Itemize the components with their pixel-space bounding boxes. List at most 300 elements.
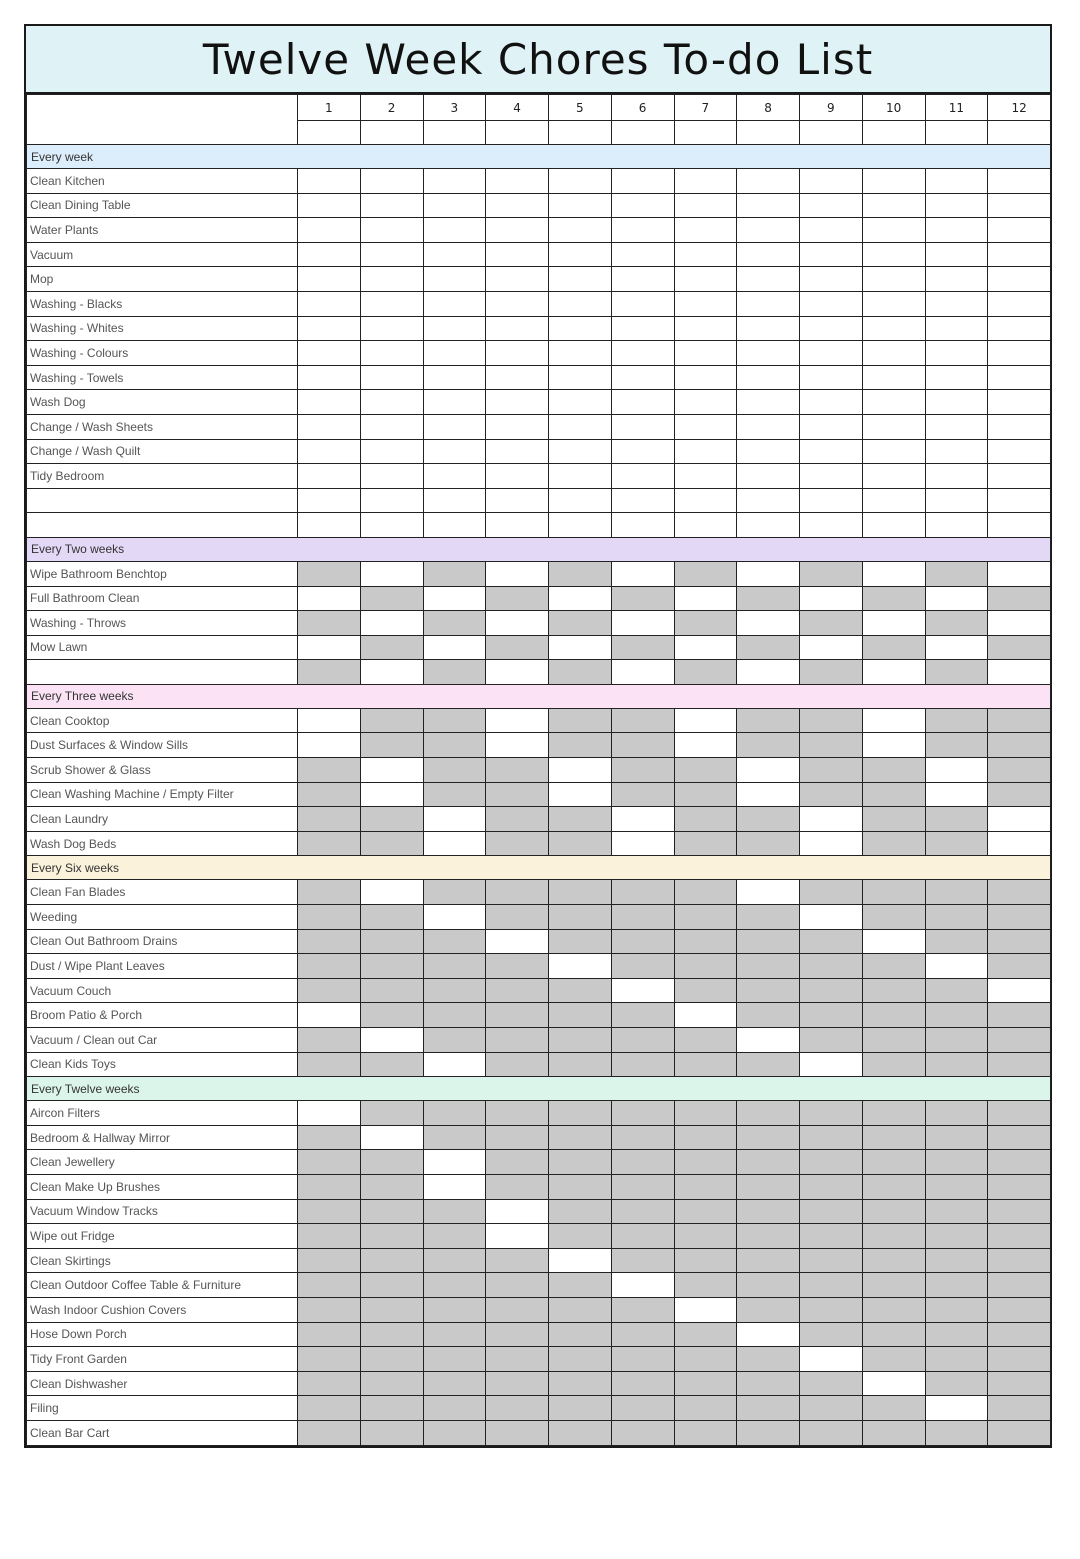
- checkbox-cell[interactable]: [423, 1150, 486, 1175]
- checkbox-cell[interactable]: [486, 365, 549, 390]
- checkbox-cell[interactable]: [674, 1297, 737, 1322]
- checkbox-cell[interactable]: [925, 169, 988, 194]
- checkbox-cell[interactable]: [549, 954, 612, 979]
- checkbox-cell[interactable]: [611, 831, 674, 856]
- checkbox-cell[interactable]: [737, 218, 800, 243]
- checkbox-cell[interactable]: [549, 782, 612, 807]
- checkbox-cell[interactable]: [549, 291, 612, 316]
- checkbox-cell[interactable]: [862, 660, 925, 685]
- checkbox-cell[interactable]: [862, 218, 925, 243]
- checkbox-cell[interactable]: [611, 365, 674, 390]
- checkbox-cell[interactable]: [737, 880, 800, 905]
- checkbox-cell[interactable]: [360, 1028, 423, 1053]
- checkbox-cell[interactable]: [925, 414, 988, 439]
- checkbox-cell[interactable]: [298, 390, 361, 415]
- checkbox-cell[interactable]: [988, 242, 1051, 267]
- week-date-cell-9[interactable]: [800, 121, 863, 145]
- week-date-cell-11[interactable]: [925, 121, 988, 145]
- checkbox-cell[interactable]: [925, 193, 988, 218]
- checkbox-cell[interactable]: [800, 267, 863, 292]
- week-date-cell-1[interactable]: [298, 121, 361, 145]
- checkbox-cell[interactable]: [674, 267, 737, 292]
- checkbox-cell[interactable]: [862, 316, 925, 341]
- week-date-cell-12[interactable]: [988, 121, 1051, 145]
- checkbox-cell[interactable]: [423, 169, 486, 194]
- checkbox-cell[interactable]: [674, 169, 737, 194]
- checkbox-cell[interactable]: [360, 169, 423, 194]
- checkbox-cell[interactable]: [298, 1003, 361, 1028]
- chore-label: Weeding: [27, 905, 298, 930]
- checkbox-cell[interactable]: [549, 242, 612, 267]
- shaded-cell: [549, 831, 612, 856]
- checkbox-cell[interactable]: [862, 561, 925, 586]
- checkbox-cell[interactable]: [988, 267, 1051, 292]
- checkbox-cell[interactable]: [611, 561, 674, 586]
- checkbox-cell[interactable]: [988, 464, 1051, 489]
- shaded-cell: [611, 1150, 674, 1175]
- checkbox-cell[interactable]: [360, 193, 423, 218]
- checkbox-cell[interactable]: [988, 978, 1051, 1003]
- checkbox-cell[interactable]: [423, 267, 486, 292]
- checkbox-cell[interactable]: [988, 611, 1051, 636]
- checkbox-cell[interactable]: [925, 218, 988, 243]
- checkbox-cell[interactable]: [925, 464, 988, 489]
- chores-grid: [26, 94, 1051, 1446]
- shaded-cell: [988, 1273, 1051, 1298]
- checkbox-cell[interactable]: [611, 660, 674, 685]
- checkbox-cell[interactable]: [737, 193, 800, 218]
- checkbox-cell[interactable]: [611, 611, 674, 636]
- checkbox-cell[interactable]: [298, 513, 361, 538]
- checkbox-cell[interactable]: [737, 1028, 800, 1053]
- checkbox-cell[interactable]: [862, 390, 925, 415]
- checkbox-cell[interactable]: [611, 464, 674, 489]
- checkbox-cell[interactable]: [486, 390, 549, 415]
- shaded-cell: [611, 708, 674, 733]
- shaded-cell: [423, 1199, 486, 1224]
- checkbox-cell[interactable]: [674, 316, 737, 341]
- checkbox-cell[interactable]: [925, 488, 988, 513]
- checkbox-cell[interactable]: [423, 439, 486, 464]
- checkbox-cell[interactable]: [737, 316, 800, 341]
- checkbox-cell[interactable]: [423, 586, 486, 611]
- checkbox-cell[interactable]: [674, 193, 737, 218]
- checkbox-cell[interactable]: [549, 193, 612, 218]
- week-date-cell-7[interactable]: [674, 121, 737, 145]
- checkbox-cell[interactable]: [988, 513, 1051, 538]
- checkbox-cell[interactable]: [486, 1199, 549, 1224]
- checkbox-cell[interactable]: [925, 341, 988, 366]
- chore-row: [27, 831, 1051, 856]
- checkbox-cell[interactable]: [423, 218, 486, 243]
- checkbox-cell[interactable]: [988, 831, 1051, 856]
- checkbox-cell[interactable]: [737, 561, 800, 586]
- checkbox-cell[interactable]: [423, 341, 486, 366]
- checkbox-cell[interactable]: [360, 365, 423, 390]
- checkbox-cell[interactable]: [737, 365, 800, 390]
- shaded-cell: [862, 758, 925, 783]
- checkbox-cell[interactable]: [988, 291, 1051, 316]
- checkbox-cell[interactable]: [360, 390, 423, 415]
- checkbox-cell[interactable]: [298, 635, 361, 660]
- checkbox-cell[interactable]: [549, 1248, 612, 1273]
- checkbox-cell[interactable]: [674, 439, 737, 464]
- checkbox-cell[interactable]: [423, 1174, 486, 1199]
- checkbox-cell[interactable]: [611, 218, 674, 243]
- checkbox-cell[interactable]: [674, 414, 737, 439]
- checkbox-cell[interactable]: [862, 365, 925, 390]
- week-date-cell-6[interactable]: [611, 121, 674, 145]
- week-date-cell-2[interactable]: [360, 121, 423, 145]
- checkbox-cell[interactable]: [925, 365, 988, 390]
- checkbox-cell[interactable]: [737, 782, 800, 807]
- checkbox-cell[interactable]: [988, 193, 1051, 218]
- checkbox-cell[interactable]: [800, 169, 863, 194]
- checkbox-cell[interactable]: [925, 242, 988, 267]
- checkbox-cell[interactable]: [423, 365, 486, 390]
- checkbox-cell[interactable]: [298, 341, 361, 366]
- checkbox-cell[interactable]: [486, 316, 549, 341]
- week-number-4: 4: [486, 95, 549, 121]
- checkbox-cell[interactable]: [988, 561, 1051, 586]
- checkbox-cell[interactable]: [423, 390, 486, 415]
- checkbox-cell[interactable]: [298, 267, 361, 292]
- checkbox-cell[interactable]: [800, 414, 863, 439]
- checkbox-cell[interactable]: [737, 660, 800, 685]
- shaded-cell: [925, 1347, 988, 1372]
- checkbox-cell[interactable]: [486, 414, 549, 439]
- checkbox-cell[interactable]: [298, 488, 361, 513]
- shaded-cell: [800, 1371, 863, 1396]
- checkbox-cell[interactable]: [737, 611, 800, 636]
- checkbox-cell[interactable]: [360, 758, 423, 783]
- checkbox-cell[interactable]: [862, 733, 925, 758]
- checkbox-cell[interactable]: [737, 1322, 800, 1347]
- week-date-cell-4[interactable]: [486, 121, 549, 145]
- week-date-cell-3[interactable]: [423, 121, 486, 145]
- checkbox-cell[interactable]: [423, 905, 486, 930]
- checkbox-cell[interactable]: [988, 169, 1051, 194]
- checkbox-cell[interactable]: [486, 611, 549, 636]
- checkbox-cell[interactable]: [862, 708, 925, 733]
- checkbox-cell[interactable]: [486, 929, 549, 954]
- checkbox-cell[interactable]: [298, 733, 361, 758]
- checkbox-cell[interactable]: [737, 439, 800, 464]
- checkbox-cell[interactable]: [360, 414, 423, 439]
- checkbox-cell[interactable]: [486, 169, 549, 194]
- checkbox-cell[interactable]: [549, 390, 612, 415]
- checkbox-cell[interactable]: [674, 218, 737, 243]
- checkbox-cell[interactable]: [988, 316, 1051, 341]
- checkbox-cell[interactable]: [423, 635, 486, 660]
- checkbox-cell[interactable]: [486, 242, 549, 267]
- checkbox-cell[interactable]: [925, 1396, 988, 1421]
- checkbox-cell[interactable]: [925, 782, 988, 807]
- checkbox-cell[interactable]: [360, 291, 423, 316]
- checkbox-cell[interactable]: [486, 341, 549, 366]
- checkbox-cell[interactable]: [737, 242, 800, 267]
- checkbox-cell[interactable]: [549, 218, 612, 243]
- checkbox-cell[interactable]: [611, 414, 674, 439]
- checkbox-cell[interactable]: [800, 341, 863, 366]
- checkbox-cell[interactable]: [800, 464, 863, 489]
- checkbox-cell[interactable]: [298, 586, 361, 611]
- checkbox-cell[interactable]: [611, 390, 674, 415]
- checkbox-cell[interactable]: [549, 341, 612, 366]
- checkbox-cell[interactable]: [549, 635, 612, 660]
- checkbox-cell[interactable]: [800, 242, 863, 267]
- checkbox-cell[interactable]: [360, 439, 423, 464]
- shaded-cell: [737, 1003, 800, 1028]
- checkbox-cell[interactable]: [423, 291, 486, 316]
- checkbox-cell[interactable]: [298, 169, 361, 194]
- checkbox-cell[interactable]: [549, 267, 612, 292]
- shaded-cell: [800, 660, 863, 685]
- checkbox-cell[interactable]: [925, 513, 988, 538]
- checkbox-cell[interactable]: [862, 1371, 925, 1396]
- checkbox-cell[interactable]: [988, 660, 1051, 685]
- checkbox-cell[interactable]: [611, 439, 674, 464]
- checkbox-cell[interactable]: [862, 193, 925, 218]
- week-date-cell-5[interactable]: [549, 121, 612, 145]
- checkbox-cell[interactable]: [486, 660, 549, 685]
- checkbox-cell[interactable]: [674, 341, 737, 366]
- checkbox-cell[interactable]: [674, 513, 737, 538]
- checkbox-cell[interactable]: [486, 708, 549, 733]
- checkbox-cell[interactable]: [549, 586, 612, 611]
- checkbox-cell[interactable]: [360, 341, 423, 366]
- checkbox-cell[interactable]: [611, 316, 674, 341]
- checkbox-cell[interactable]: [360, 464, 423, 489]
- checkbox-cell[interactable]: [800, 439, 863, 464]
- checkbox-cell[interactable]: [862, 341, 925, 366]
- checkbox-cell[interactable]: [674, 291, 737, 316]
- checkbox-cell[interactable]: [800, 193, 863, 218]
- checkbox-cell[interactable]: [298, 414, 361, 439]
- checkbox-cell[interactable]: [674, 365, 737, 390]
- week-date-cell-8[interactable]: [737, 121, 800, 145]
- checkbox-cell[interactable]: [486, 513, 549, 538]
- section-header: [27, 1077, 1051, 1101]
- checkbox-cell[interactable]: [549, 439, 612, 464]
- checkbox-cell[interactable]: [988, 365, 1051, 390]
- checkbox-cell[interactable]: [800, 1347, 863, 1372]
- checkbox-cell[interactable]: [549, 488, 612, 513]
- checkbox-cell[interactable]: [360, 561, 423, 586]
- shaded-cell: [800, 1125, 863, 1150]
- checkbox-cell[interactable]: [737, 341, 800, 366]
- checkbox-cell[interactable]: [988, 414, 1051, 439]
- checkbox-cell[interactable]: [298, 242, 361, 267]
- checkbox-cell[interactable]: [423, 488, 486, 513]
- checkbox-cell[interactable]: [674, 1003, 737, 1028]
- checkbox-cell[interactable]: [737, 390, 800, 415]
- checkbox-cell[interactable]: [800, 905, 863, 930]
- checkbox-cell[interactable]: [737, 758, 800, 783]
- checkbox-cell[interactable]: [360, 218, 423, 243]
- checkbox-cell[interactable]: [737, 169, 800, 194]
- checkbox-cell[interactable]: [862, 242, 925, 267]
- checkbox-cell[interactable]: [862, 929, 925, 954]
- checkbox-cell[interactable]: [611, 488, 674, 513]
- checkbox-cell[interactable]: [862, 488, 925, 513]
- checkbox-cell[interactable]: [298, 365, 361, 390]
- checkbox-cell[interactable]: [800, 586, 863, 611]
- checkbox-cell[interactable]: [800, 635, 863, 660]
- week-date-cell-10[interactable]: [862, 121, 925, 145]
- chore-row: [27, 341, 1051, 366]
- checkbox-cell[interactable]: [549, 414, 612, 439]
- checkbox-cell[interactable]: [486, 1224, 549, 1249]
- shaded-cell: [298, 1371, 361, 1396]
- checkbox-cell[interactable]: [800, 291, 863, 316]
- checkbox-cell[interactable]: [423, 242, 486, 267]
- checkbox-cell[interactable]: [674, 488, 737, 513]
- checkbox-cell[interactable]: [674, 733, 737, 758]
- checkbox-cell[interactable]: [862, 169, 925, 194]
- checkbox-cell[interactable]: [360, 611, 423, 636]
- checkbox-cell[interactable]: [988, 807, 1051, 832]
- checkbox-cell[interactable]: [298, 1101, 361, 1126]
- checkbox-cell[interactable]: [549, 365, 612, 390]
- checkbox-cell[interactable]: [611, 341, 674, 366]
- checkbox-cell[interactable]: [925, 390, 988, 415]
- checkbox-cell[interactable]: [549, 316, 612, 341]
- checkbox-cell[interactable]: [549, 169, 612, 194]
- checkbox-cell[interactable]: [486, 733, 549, 758]
- checkbox-cell[interactable]: [549, 513, 612, 538]
- checkbox-cell[interactable]: [862, 464, 925, 489]
- checkbox-cell[interactable]: [360, 242, 423, 267]
- checkbox-cell[interactable]: [800, 365, 863, 390]
- checkbox-cell[interactable]: [988, 488, 1051, 513]
- checkbox-cell[interactable]: [423, 807, 486, 832]
- checkbox-cell[interactable]: [800, 390, 863, 415]
- checkbox-cell[interactable]: [737, 488, 800, 513]
- checkbox-cell[interactable]: [862, 414, 925, 439]
- checkbox-cell[interactable]: [298, 291, 361, 316]
- checkbox-cell[interactable]: [423, 831, 486, 856]
- week-number-2: 2: [360, 95, 423, 121]
- shaded-cell: [800, 1420, 863, 1445]
- checkbox-cell[interactable]: [800, 316, 863, 341]
- checkbox-cell[interactable]: [423, 193, 486, 218]
- shaded-cell: [549, 1101, 612, 1126]
- checkbox-cell[interactable]: [298, 193, 361, 218]
- checkbox-cell[interactable]: [423, 1052, 486, 1077]
- checkbox-cell[interactable]: [423, 414, 486, 439]
- checkbox-cell[interactable]: [800, 807, 863, 832]
- checkbox-cell[interactable]: [360, 660, 423, 685]
- checkbox-cell[interactable]: [611, 193, 674, 218]
- checkbox-cell[interactable]: [611, 291, 674, 316]
- checkbox-cell[interactable]: [298, 708, 361, 733]
- checkbox-cell[interactable]: [737, 267, 800, 292]
- checkbox-cell[interactable]: [486, 488, 549, 513]
- checkbox-cell[interactable]: [674, 586, 737, 611]
- checkbox-cell[interactable]: [611, 978, 674, 1003]
- checkbox-cell[interactable]: [298, 464, 361, 489]
- checkbox-cell[interactable]: [800, 218, 863, 243]
- checkbox-cell[interactable]: [298, 439, 361, 464]
- checkbox-cell[interactable]: [486, 267, 549, 292]
- checkbox-cell[interactable]: [737, 464, 800, 489]
- chore-label: Dust Surfaces & Window Sills: [27, 733, 298, 758]
- checkbox-cell[interactable]: [925, 267, 988, 292]
- checkbox-cell[interactable]: [925, 954, 988, 979]
- checkbox-cell[interactable]: [486, 218, 549, 243]
- checkbox-cell[interactable]: [862, 611, 925, 636]
- checkbox-cell[interactable]: [423, 464, 486, 489]
- checkbox-cell[interactable]: [423, 513, 486, 538]
- checkbox-cell[interactable]: [360, 267, 423, 292]
- checkbox-cell[interactable]: [988, 341, 1051, 366]
- checkbox-cell[interactable]: [360, 880, 423, 905]
- checkbox-cell[interactable]: [925, 758, 988, 783]
- checkbox-cell[interactable]: [988, 390, 1051, 415]
- checkbox-cell[interactable]: [862, 291, 925, 316]
- checkbox-cell[interactable]: [486, 439, 549, 464]
- checkbox-cell[interactable]: [486, 561, 549, 586]
- checkbox-cell[interactable]: [800, 831, 863, 856]
- checkbox-cell[interactable]: [674, 390, 737, 415]
- checkbox-cell[interactable]: [674, 708, 737, 733]
- checkbox-cell[interactable]: [423, 316, 486, 341]
- checkbox-cell[interactable]: [674, 242, 737, 267]
- checkbox-cell[interactable]: [611, 169, 674, 194]
- checkbox-cell[interactable]: [611, 1273, 674, 1298]
- checkbox-cell[interactable]: [674, 635, 737, 660]
- checkbox-cell[interactable]: [737, 291, 800, 316]
- checkbox-cell[interactable]: [611, 807, 674, 832]
- checkbox-cell[interactable]: [486, 291, 549, 316]
- shaded-cell: [486, 1273, 549, 1298]
- checkbox-cell[interactable]: [925, 439, 988, 464]
- checkbox-cell[interactable]: [611, 267, 674, 292]
- checkbox-cell[interactable]: [800, 513, 863, 538]
- checkbox-cell[interactable]: [549, 464, 612, 489]
- checkbox-cell[interactable]: [800, 488, 863, 513]
- checkbox-cell[interactable]: [611, 242, 674, 267]
- checkbox-cell[interactable]: [800, 1052, 863, 1077]
- checkbox-cell[interactable]: [549, 758, 612, 783]
- checkbox-cell[interactable]: [862, 267, 925, 292]
- checkbox-cell[interactable]: [360, 488, 423, 513]
- checkbox-cell[interactable]: [360, 1125, 423, 1150]
- checkbox-cell[interactable]: [611, 513, 674, 538]
- checkbox-cell[interactable]: [360, 513, 423, 538]
- checkbox-cell[interactable]: [988, 439, 1051, 464]
- checkbox-cell[interactable]: [298, 316, 361, 341]
- checkbox-cell[interactable]: [737, 513, 800, 538]
- checkbox-cell[interactable]: [988, 218, 1051, 243]
- checkbox-cell[interactable]: [862, 513, 925, 538]
- checkbox-cell[interactable]: [862, 439, 925, 464]
- shaded-cell: [737, 1396, 800, 1421]
- checkbox-cell[interactable]: [925, 316, 988, 341]
- checkbox-cell[interactable]: [925, 586, 988, 611]
- checkbox-cell[interactable]: [925, 635, 988, 660]
- checkbox-cell[interactable]: [674, 464, 737, 489]
- shaded-cell: [360, 1322, 423, 1347]
- checkbox-cell[interactable]: [486, 193, 549, 218]
- checkbox-cell[interactable]: [737, 414, 800, 439]
- checkbox-cell[interactable]: [298, 218, 361, 243]
- checkbox-cell[interactable]: [486, 464, 549, 489]
- checkbox-cell[interactable]: [360, 782, 423, 807]
- checkbox-cell[interactable]: [360, 316, 423, 341]
- checkbox-cell[interactable]: [925, 291, 988, 316]
